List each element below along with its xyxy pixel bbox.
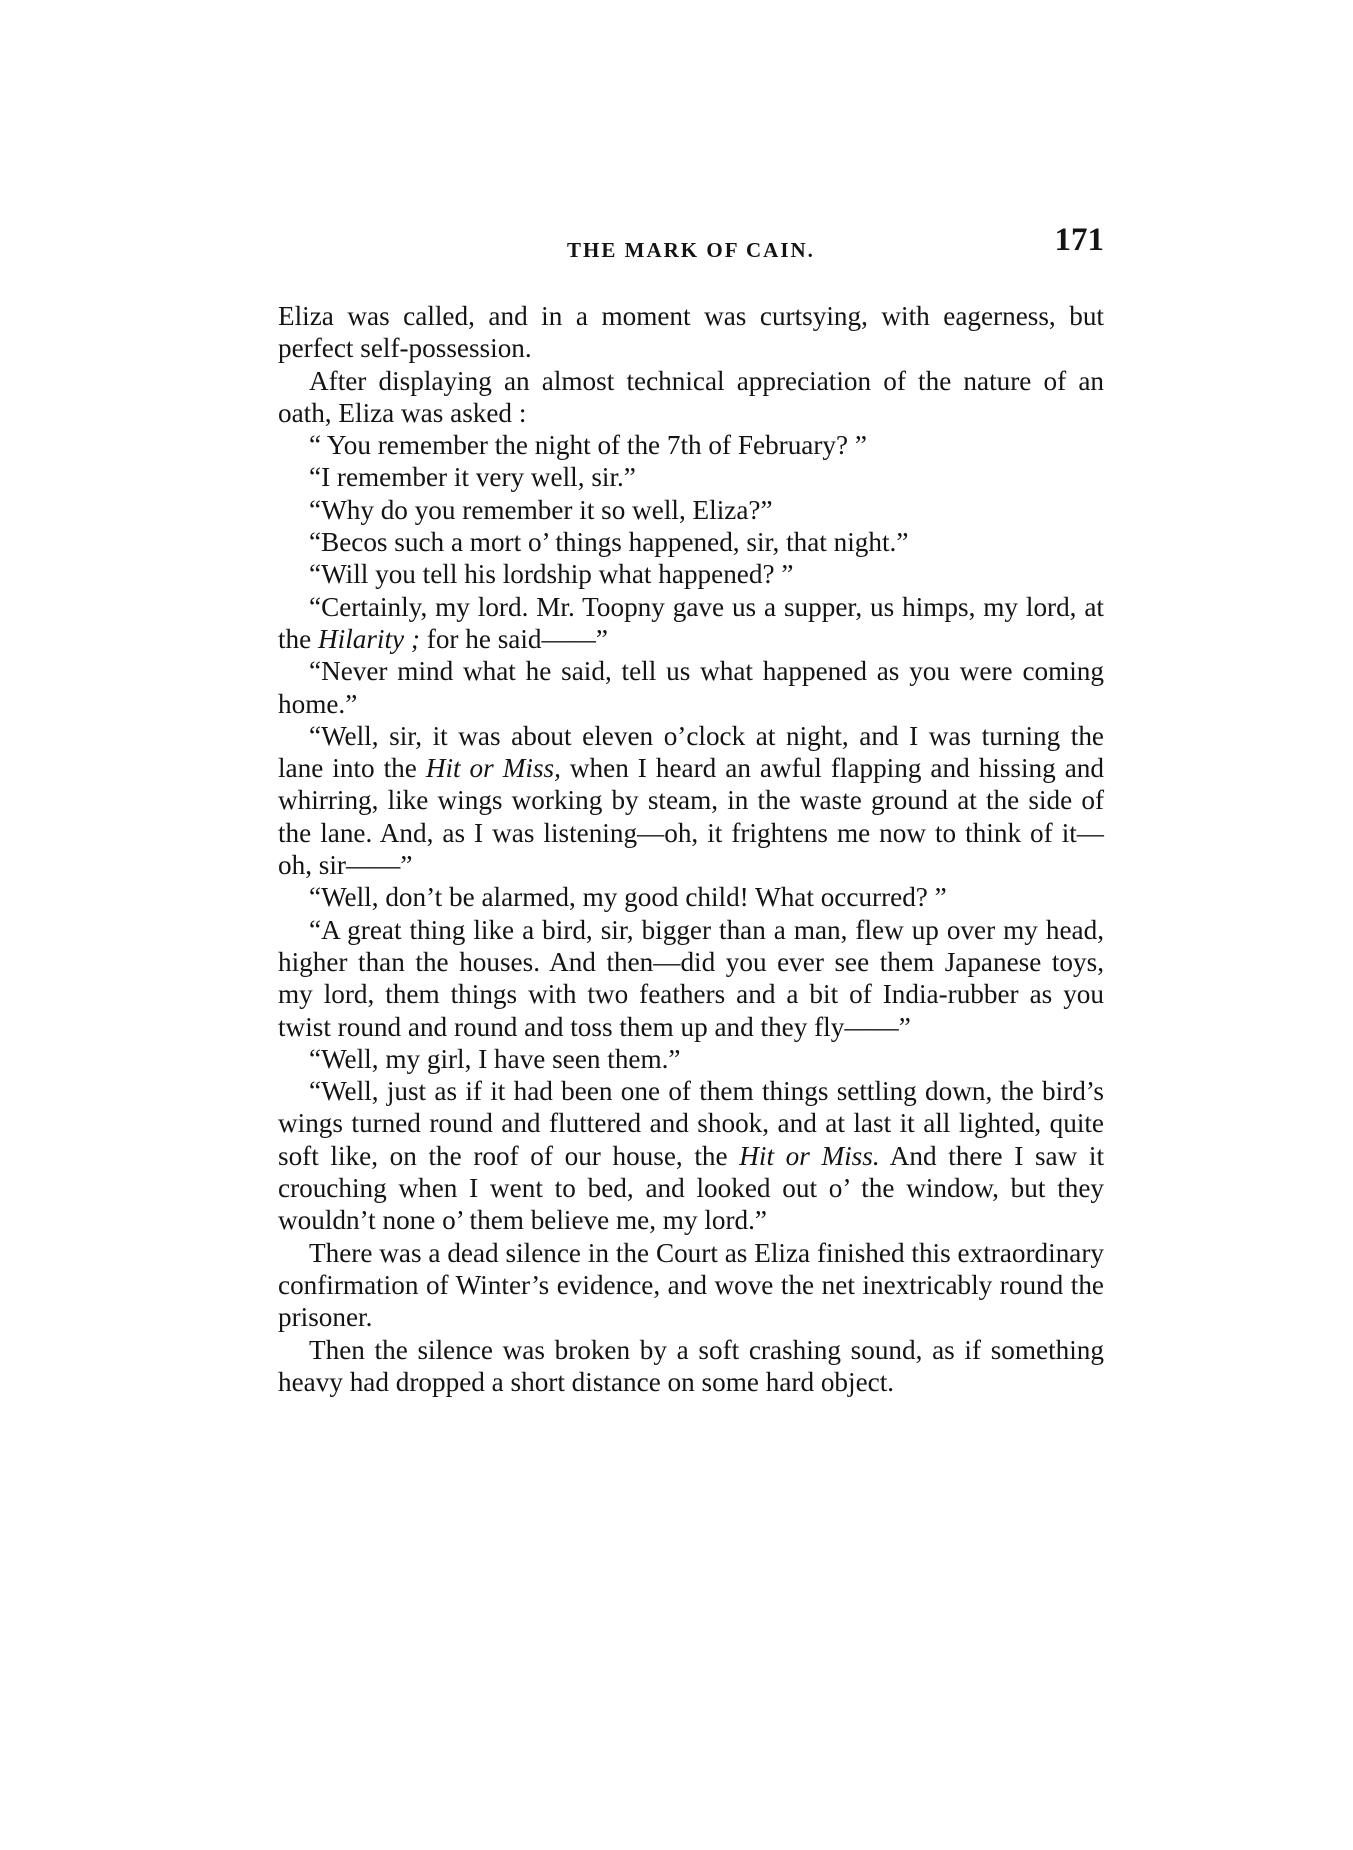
paragraph [278,494,1104,526]
text-run: After displaying an almost technical appreciation of the nature of an oath, Eliza was asked : [278,365,1104,428]
paragraph [278,558,1104,590]
text-run: “Certainly, my lord. Mr. Toopny gave us a supper, us himps, my lord, at the [278,591,1104,654]
page-number: 171 [1054,222,1104,258]
paragraph [278,300,1104,365]
paragraph [278,1237,1104,1334]
paragraph [278,881,1104,913]
text-run: There was a dead silence in the Court as Eliza finished this extraordinary confirmation of Winter’s evidence, and wove the net inextricably round the prisoner. [278,1237,1104,1333]
text-run: for he said——” [419,623,608,654]
italic-text: Hilarity ; [318,623,420,654]
italic-text: Hit or Miss. [739,1140,880,1171]
paragraph [278,1043,1104,1075]
paragraph [278,461,1104,493]
text-run: “A great thing like a bird, sir, bigger than a man, flew up over my head, higher than the houses. And then—did you ever see them Japanese toys, my lord, them things with two feathers and a bit of India-rubber as you twist round and round and toss them up and they fly——” [278,914,1104,1042]
text-run: “Becos such a mort o’ things happened, sir, that night.” [309,527,909,558]
text-run: “Well, my girl, I have seen them.” [309,1043,681,1074]
text-run: “Why do you remember it so well, Eliza?” [309,494,773,525]
page-header [278,222,1104,272]
text-run: “I remember it very well, sir.” [309,462,636,493]
paragraph [278,429,1104,461]
text-run: when I heard an awful flapping and hissing and whirring, like wings working by steam, in the waste ground at the side of the lane. And, as I was listening—oh, it frightens me now to think of it—oh, sir——” [278,753,1104,881]
paragraph [278,655,1104,720]
text-run: “Well, don’t be alarmed, my good child! What occurred? ” [309,882,947,913]
paragraph [278,914,1104,1043]
text-run: And there I saw it crouching when I went to bed, and looked out o’ the window, but they wouldn’t none o’ them believe me, my lord.” [278,1140,1105,1236]
text-run: “ You remember the night of the 7th of February? ” [309,430,867,461]
paragraph [278,720,1104,881]
paragraph [278,365,1104,430]
paragraph [278,591,1104,656]
text-run: Eliza was called, and in a moment was curtsying, with eagerness, but perfect self-possession. [278,301,1104,364]
body-text [278,300,1104,1398]
text-run: “Never mind what he said, tell us what happened as you were coming home.” [278,656,1104,719]
text-run: “Will you tell his lordship what happened? ” [309,559,794,590]
text-run: “Well, just as if it had been one of them things settling down, the bird’s wings turned round and fluttered and shook, and at last it all lighted, quite soft like, on the roof of our house, the [278,1076,1104,1171]
italic-text: Hit or Miss, [425,753,561,784]
paragraph [278,526,1104,558]
paragraph [278,1334,1104,1399]
text-run: “Well, sir, it was about eleven o’clock at night, and I was turning the lane into the [278,720,1104,784]
paragraph [278,1075,1104,1236]
text-run: Then the silence was broken by a soft crashing sound, as if something heavy had dropped a short distance on some hard object. [278,1334,1104,1397]
running-title: THE MARK OF CAIN. [567,238,815,262]
